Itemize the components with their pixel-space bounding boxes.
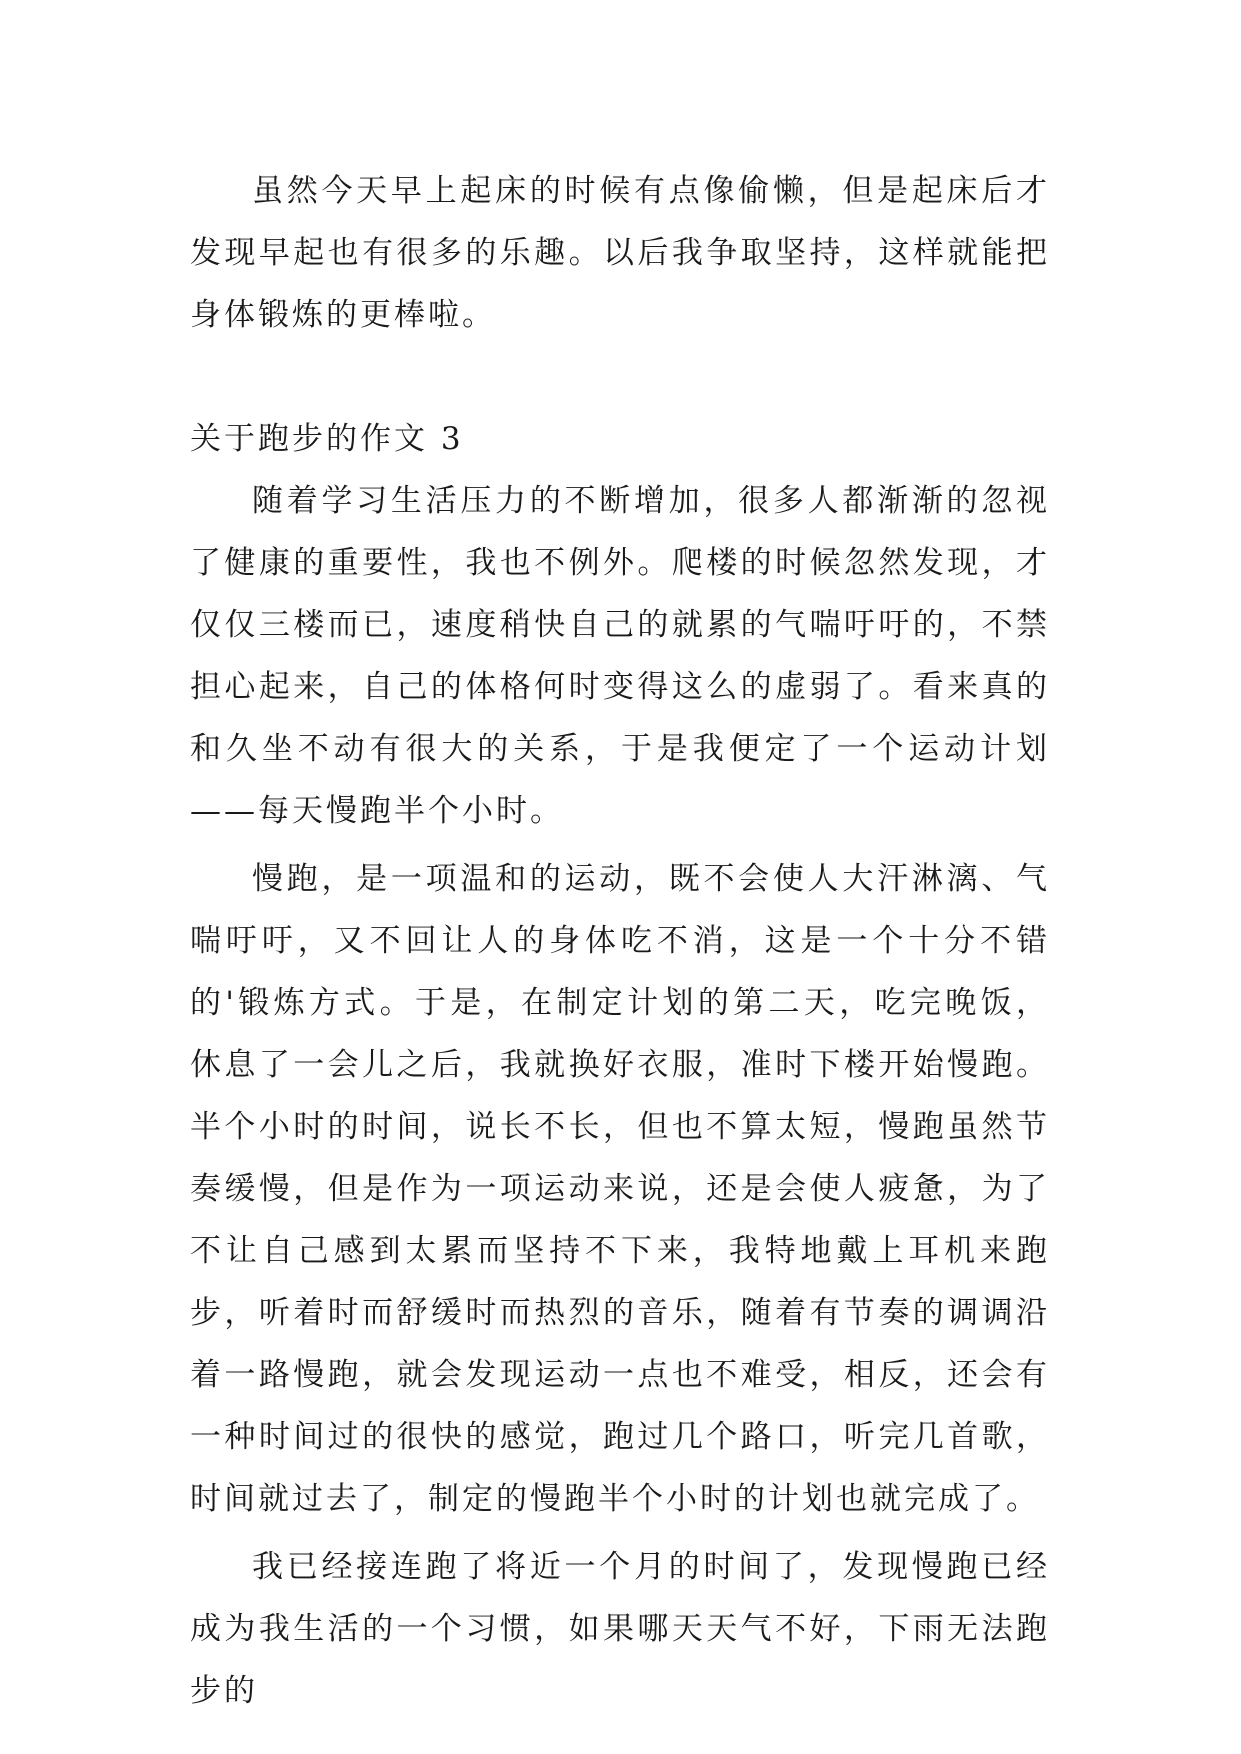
intro-paragraph: 虽然今天早上起床的时候有点像偷懒，但是起床后才发现早起也有很多的乐趣。以后我争取坚持，这样就能把身体锻炼的更棒啦。 [190, 173, 1050, 333]
section-title: 关于跑步的作文 3 [190, 421, 464, 457]
body-paragraph-1: 随着学习生活压力的不断增加，很多人都渐渐的忽视了健康的重要性，我也不例外。爬楼的时候忽然发现，才仅仅三楼而已，速度稍快自己的就累的气喘吁吁的，不禁担心起来，自己的体格何时变得这么的虚弱了。看来真的和久坐不动有很大的关系，于是我便定了一个运动计划——每天慢跑半个小时。 [190, 483, 1050, 829]
body-paragraph-3: 我已经接连跑了将近一个月的时间了，发现慢跑已经成为我生活的一个习惯，如果哪天天气不好，下雨无法跑步的 [190, 1549, 1050, 1709]
body-paragraph-2: 慢跑，是一项温和的运动，既不会使人大汗淋漓、气喘吁吁，又不回让人的身体吃不消，这是一个十分不错的'锻炼方式。于是，在制定计划的第二天，吃完晚饭，休息了一会儿之后，我就换好衣服，准时下楼开始慢跑。半个小时的时间，说长不长，但也不算太短，慢跑虽然节奏缓慢，但是作为一项运动来说，还是会使人疲惫，为了不让自己感到太累而坚持不下来，我特地戴上耳机来跑步，听着时而舒缓时而热烈的音乐，随着有节奏的调调沿着一路慢跑，就会发现运动一点也不难受，相反，还会有一种时间过的很快的感觉，跑过几个路口，听完几首歌，时间就过去了，制定的慢跑半个小时的计划也就完成了。 [190, 861, 1050, 1517]
document-page [190, 160, 1050, 1722]
